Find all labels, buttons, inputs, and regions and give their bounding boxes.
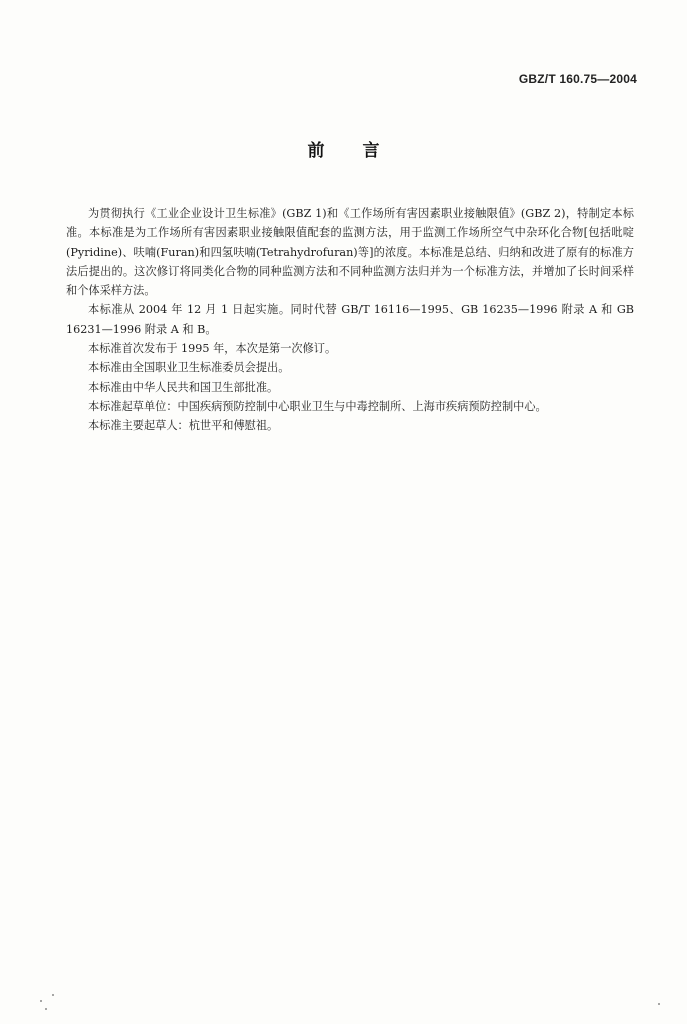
- paragraph-effective-date: 本标准从 2004 年 12 月 1 日起实施。同时代替 GB/T 16116—1995、GB 16235—1996 附录 A 和 GB 16231—1996 附录 A 和 B。: [66, 303, 634, 336]
- paragraph-drafters: 本标准主要起草人：杭世平和傅慰祖。: [88, 419, 279, 433]
- paragraph-purpose: 为贯彻执行《工业企业设计卫生标准》(GBZ 1)和《工作场所有害因素职业接触限值》(GBZ 2)，特制定本标准。本标准是为工作场所有害因素职业接触限值配套的监测方法，用于监测工作场所空气中杂环化合物[包括吡啶(Pyridine)、呋喃(Furan)和四氢呋喃(Tetrahydrofuran)等]的浓度。本标准是总结、归纳和改进了原有的标准方法后提出的。这次修订将同类化合物的同种监测方法和不同种监测方法归并为一个标准方法，并增加了长时间采样和个体采样方法。: [66, 207, 634, 298]
- paragraph-drafting-units: 本标准起草单位：中国疾病预防控制中心职业卫生与中毒控制所、上海市疾病预防控制中心。: [88, 399, 547, 413]
- scan-speck: [40, 1000, 42, 1002]
- scan-speck: [658, 1003, 660, 1005]
- page-title: 前言: [307, 141, 418, 161]
- foreword-body: [66, 204, 634, 436]
- paragraph-proposed-by: 本标准由全国职业卫生标准委员会提出。: [88, 361, 290, 375]
- paragraph-approved-by: 本标准由中华人民共和国卫生部批准。: [88, 380, 279, 394]
- paragraph-first-release: 本标准首次发布于 1995 年，本次是第一次修订。: [88, 342, 337, 356]
- standard-code: GBZ/T 160.75—2004: [518, 72, 637, 86]
- scan-speck: [45, 1008, 47, 1010]
- scan-speck: [52, 994, 54, 996]
